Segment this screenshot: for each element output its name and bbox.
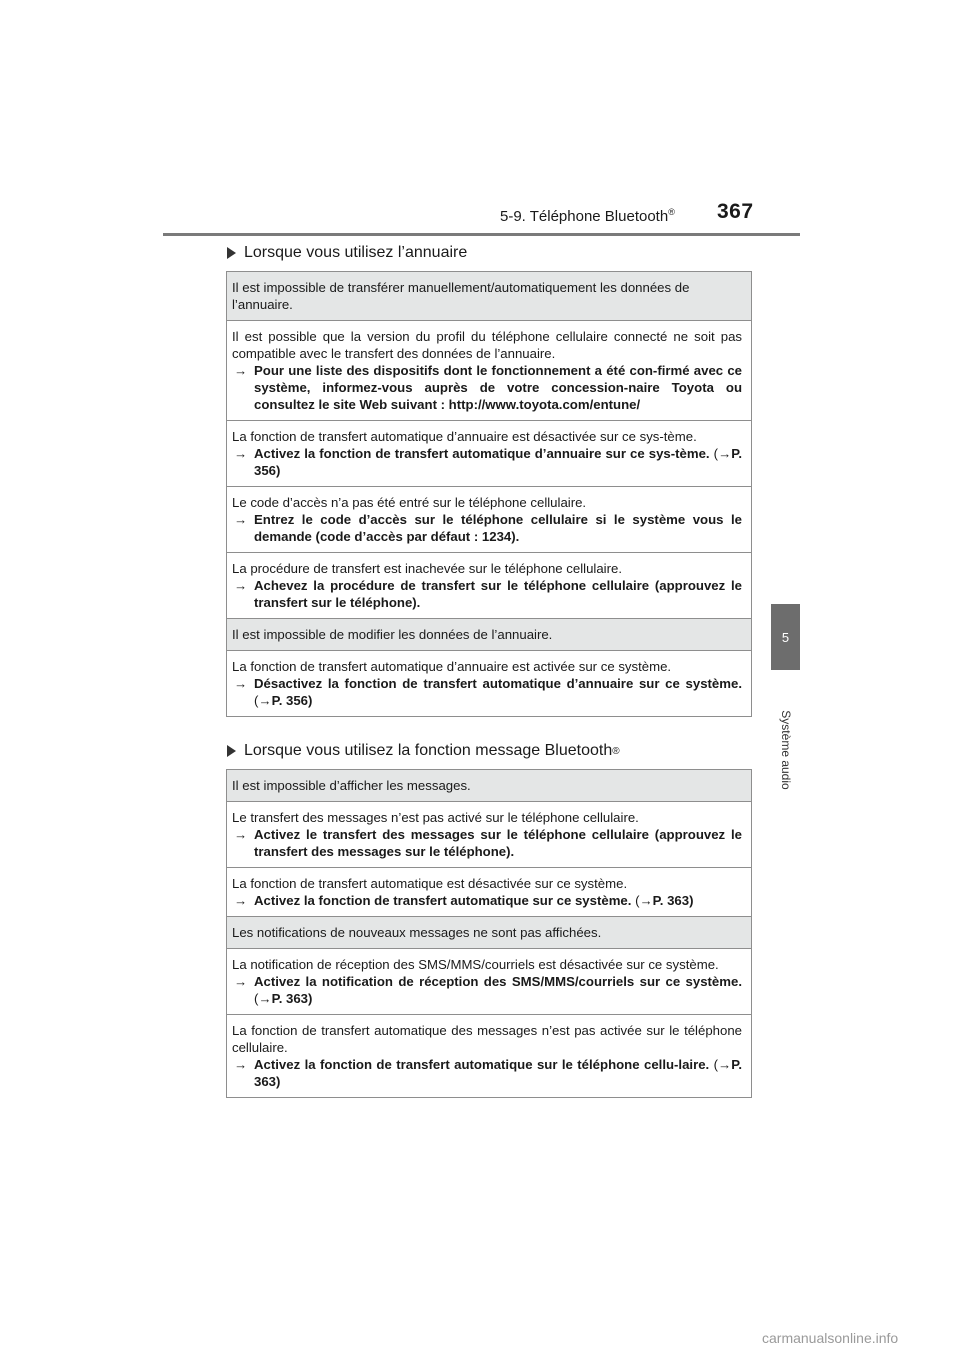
table-cell	[227, 553, 752, 619]
ref-close-paren: )	[689, 893, 694, 908]
solution-text	[232, 826, 742, 860]
solution-text	[232, 675, 742, 709]
solution-body: Achevez la procédure de transfert sur le téléphone cellulaire (approuvez le transfert sur le téléphone).	[254, 578, 742, 610]
cause-text: La fonction de transfert automatique d’annuaire est activée sur ce système.	[232, 659, 672, 674]
ref-close-paren: )	[308, 991, 313, 1006]
arrow-right-icon: →	[234, 893, 248, 908]
cause-text: Le transfert des messages n’est pas activé sur le téléphone cellulaire.	[232, 810, 639, 825]
ref-close-paren: )	[276, 1074, 281, 1089]
header-rule	[163, 233, 800, 236]
cause-row	[227, 1015, 752, 1098]
cause-text: La fonction de transfert automatique est désactivée sur ce système.	[232, 876, 628, 891]
solution-body: Activez la fonction de transfert automatique sur ce système.	[254, 893, 632, 908]
solution-body: Entrez le code d’accès sur le téléphone cellulaire si le système vous le demande (code d’accès par défaut : 1234).	[254, 512, 742, 544]
page-reference: P. 363	[271, 991, 309, 1006]
solution-body: Activez la notification de réception des SMS/MMS/courriels sur ce système.	[254, 974, 742, 989]
ref-arrow-icon: →	[258, 693, 272, 708]
header-section-title: 5-9. Téléphone Bluetooth	[500, 208, 669, 225]
table-cell	[227, 802, 752, 868]
page-reference: P. 363	[254, 1057, 742, 1089]
cause-row	[227, 487, 752, 553]
table-cell	[227, 321, 752, 421]
table-cell	[227, 272, 752, 321]
table-cell	[227, 917, 752, 949]
section-heading	[226, 739, 752, 763]
cause-text: La fonction de transfert automatique des messages n’est pas activée sur le téléphone cellulaire.	[232, 1023, 742, 1055]
ref-open-paren: (	[631, 893, 640, 908]
triangle-bullet-icon	[227, 745, 236, 757]
solution-body: Pour une liste des dispositifs dont le fonctionnement a été con-firmé avec ce système, informez-vous auprès de votre concession-naire Toyota ou consultez le site Web suivant : http://www.toyota.com/entune/	[254, 363, 742, 412]
running-header-title	[500, 207, 675, 225]
arrow-right-icon: →	[234, 676, 248, 691]
arrow-right-icon: →	[234, 974, 248, 989]
cause-row	[227, 553, 752, 619]
solution-text	[232, 577, 742, 611]
ref-arrow-icon: →	[718, 1057, 732, 1072]
ref-arrow-icon: →	[639, 893, 653, 908]
arrow-right-icon: →	[234, 446, 248, 461]
solution-text	[232, 511, 742, 545]
section-heading-text: Lorsque vous utilisez l’annuaire	[244, 244, 468, 261]
problem-text: Il est impossible de transférer manuellement/automatiquement les données de l’annuaire.	[232, 280, 690, 312]
chapter-label: Système audio	[779, 710, 793, 790]
solution-body: Activez le transfert des messages sur le téléphone cellulaire (approuvez le transfert des messages sur le téléphone).	[254, 827, 742, 859]
problem-row	[227, 770, 752, 802]
cause-row	[227, 651, 752, 717]
section-heading-text: Lorsque vous utilisez la fonction message Bluetooth	[244, 742, 613, 759]
ref-open-paren: (	[709, 1057, 719, 1072]
registered-mark: ®	[668, 207, 675, 217]
cause-text: La procédure de transfert est inachevée sur le téléphone cellulaire.	[232, 561, 623, 576]
cause-row	[227, 421, 752, 487]
ref-close-paren: )	[276, 463, 281, 478]
cause-text: La fonction de transfert automatique d’annuaire est désactivée sur ce sys-tème.	[232, 429, 697, 444]
page-reference: P. 363	[652, 893, 690, 908]
ref-arrow-icon: →	[258, 991, 272, 1006]
troubleshooting-table	[226, 769, 752, 1098]
problem-text: Il est impossible de modifier les données de l’annuaire.	[232, 627, 553, 642]
solution-text	[232, 445, 742, 479]
ref-open-paren: (	[254, 991, 259, 1006]
heading-registered-mark: ®	[612, 745, 620, 757]
section-phonebook	[226, 241, 752, 717]
solution-body: Désactivez la fonction de transfert automatique d’annuaire sur ce système.	[254, 676, 742, 691]
solution-text	[232, 1056, 742, 1090]
table-cell	[227, 619, 752, 651]
problem-row	[227, 917, 752, 949]
section-heading	[226, 241, 752, 265]
arrow-right-icon: →	[234, 578, 248, 593]
ref-open-paren: (	[709, 446, 719, 461]
table-cell	[227, 949, 752, 1015]
solution-body: Activez la fonction de transfert automatique sur le téléphone cellu-laire.	[254, 1057, 710, 1072]
chapter-number: 5	[781, 629, 790, 645]
problem-row	[227, 272, 752, 321]
chapter-side-label	[772, 690, 800, 810]
table-cell	[227, 868, 752, 917]
section-messages	[226, 739, 752, 1098]
ref-open-paren: (	[254, 693, 259, 708]
arrow-right-icon: →	[234, 363, 248, 378]
cause-row	[227, 802, 752, 868]
watermark: carmanualsonline.info	[762, 1330, 899, 1346]
page-reference: P. 356	[271, 693, 309, 708]
cause-text: Le code d’accès n’a pas été entré sur le téléphone cellulaire.	[232, 495, 587, 510]
solution-body: Activez la fonction de transfert automatique d’annuaire sur ce sys-tème.	[254, 446, 710, 461]
ref-arrow-icon: →	[718, 446, 732, 461]
page-number: 367	[717, 200, 754, 223]
solution-text	[232, 362, 742, 413]
arrow-right-icon: →	[234, 512, 248, 527]
table-cell	[227, 651, 752, 717]
table-cell	[227, 770, 752, 802]
cause-row	[227, 868, 752, 917]
chapter-tab	[771, 604, 800, 670]
cause-text: Il est possible que la version du profil du téléphone cellulaire connecté ne soit pas compatible avec le transfert des données de l’annuaire.	[232, 329, 742, 361]
arrow-right-icon: →	[234, 827, 248, 842]
troubleshooting-table	[226, 271, 752, 717]
cause-row	[227, 949, 752, 1015]
arrow-right-icon: →	[234, 1057, 248, 1072]
solution-text	[232, 892, 742, 909]
ref-close-paren: )	[308, 693, 313, 708]
problem-text: Les notifications de nouveaux messages ne sont pas affichées.	[232, 925, 602, 940]
solution-text	[232, 973, 742, 1007]
table-cell	[227, 1015, 752, 1098]
triangle-bullet-icon	[227, 247, 236, 259]
page-reference: P. 356	[254, 446, 743, 478]
table-cell	[227, 487, 752, 553]
cause-text: La notification de réception des SMS/MMS/courriels est désactivée sur ce système.	[232, 957, 719, 972]
problem-text: Il est impossible d’afficher les messages.	[232, 778, 471, 793]
problem-row	[227, 619, 752, 651]
cause-row	[227, 321, 752, 421]
table-cell	[227, 421, 752, 487]
